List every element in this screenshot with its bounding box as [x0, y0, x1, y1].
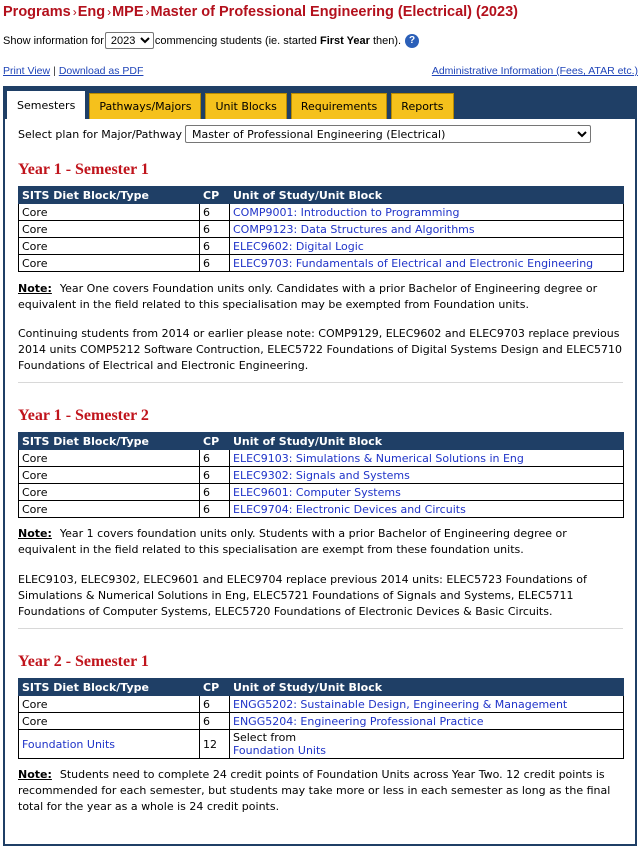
cell-block: Core	[19, 450, 200, 467]
cell-block: Core	[19, 501, 200, 518]
cell-cp: 6	[200, 501, 230, 518]
unit-link[interactable]: ELEC9302: Signals and Systems	[233, 468, 410, 482]
plan-select-label: Select plan for Major/Pathway	[18, 127, 182, 141]
unit-link[interactable]: ENGG5202: Sustainable Design, Engineering & Management	[233, 697, 568, 711]
administrative-info-link[interactable]: Administrative Information (Fees, ATAR etc.)	[431, 65, 638, 77]
table-row	[19, 450, 624, 467]
breadcrumb-separator: ›	[72, 5, 77, 19]
table-row	[19, 713, 624, 730]
cell-cp: 6	[200, 221, 230, 238]
note-text: Year One covers Foundation units only. Candidates with a prior Bachelor of Engineering degree or equivalent in the field related to this specialisation may be exempted from Foundation units.	[18, 282, 598, 311]
show-info-suffix	[155, 35, 401, 47]
tab-reports[interactable]: Reports	[391, 93, 453, 119]
cell-cp: 6	[200, 713, 230, 730]
table-row	[19, 730, 624, 759]
cell-cp: 6	[200, 696, 230, 713]
semester-extra-note: ELEC9103, ELEC9302, ELEC9601 and ELEC9704 replace previous 2014 units: ELEC5723 Foundations of Simulations & Numerical Solutions in Eng, ELEC5721 Foundations of Signals and Systems, ELEC5711 Foundations of Computer Systems, ELEC5720 Foundations of Electronic Devices & Basic Circuits.	[18, 573, 587, 618]
table-row	[19, 467, 624, 484]
tab-requirements[interactable]: Requirements	[291, 93, 387, 119]
breadcrumb-eng[interactable]: Eng	[77, 4, 106, 20]
unit-link[interactable]: ELEC9602: Digital Logic	[233, 239, 364, 253]
header-cp: CP	[200, 433, 230, 450]
cell-unit	[230, 484, 624, 501]
note-label: Note:	[18, 282, 52, 295]
top-links	[3, 65, 638, 77]
unit-link[interactable]: ELEC9601: Computer Systems	[233, 485, 401, 499]
table-row	[19, 501, 624, 518]
cell-cp: 6	[200, 204, 230, 221]
header-unit: Unit of Study/Unit Block	[230, 187, 624, 204]
table-header-row	[19, 187, 624, 204]
cell-unit	[230, 467, 624, 484]
table-header-row	[19, 433, 624, 450]
header-cp: CP	[200, 187, 230, 204]
unit-link[interactable]: ELEC9704: Electronic Devices and Circuits	[233, 502, 466, 516]
cell-cp: 6	[200, 450, 230, 467]
units-table	[18, 186, 624, 272]
unit-link[interactable]: ELEC9703: Fundamentals of Electrical and Electronic Engineering	[233, 256, 594, 270]
cell-block: Core	[19, 204, 200, 221]
plan-select-row	[18, 125, 635, 143]
cell-unit	[230, 450, 624, 467]
cell-unit	[230, 255, 624, 272]
header-cp: CP	[200, 679, 230, 696]
help-icon[interactable]: ?	[405, 34, 419, 48]
table-header-row	[19, 679, 624, 696]
table-row	[19, 204, 624, 221]
units-table	[18, 678, 624, 759]
semester-section	[18, 407, 623, 629]
note-label: Note:	[18, 527, 52, 540]
cell-unit	[230, 221, 624, 238]
note-label: Note:	[18, 768, 52, 781]
cell-unit	[230, 713, 624, 730]
note-text: Students need to complete 24 credit points of Foundation Units across Year Two. 12 credit points is recommended for each semester, but students may take more or less in each semester as long as the final total for the year as a whole is 24 credit points.	[18, 768, 611, 813]
breadcrumb-separator: ›	[107, 5, 112, 19]
table-row	[19, 484, 624, 501]
cell-unit	[230, 501, 624, 518]
foundation-units-block-link[interactable]: Foundation Units	[22, 737, 116, 751]
cell-cp: 12	[200, 730, 230, 759]
units-table	[18, 432, 624, 518]
cell-block: Core	[19, 255, 200, 272]
cell-block: Core	[19, 467, 200, 484]
table-row	[19, 696, 624, 713]
link-separator: |	[53, 65, 56, 77]
breadcrumb	[3, 4, 518, 20]
tab-semesters[interactable]: Semesters	[7, 91, 85, 119]
unit-link[interactable]: COMP9123: Data Structures and Algorithms	[233, 222, 475, 236]
header-block: SITS Diet Block/Type	[19, 187, 200, 204]
semester-title: Year 1 - Semester 2	[18, 407, 149, 424]
breadcrumb-programs[interactable]: Programs	[3, 4, 71, 20]
tab-bar	[5, 86, 635, 119]
cell-block: Core	[19, 238, 200, 255]
tab-pathways-majors[interactable]: Pathways/Majors	[89, 93, 201, 119]
header-block: SITS Diet Block/Type	[19, 679, 200, 696]
semesters-content	[5, 161, 635, 815]
tab-unit-blocks[interactable]: Unit Blocks	[205, 93, 286, 119]
cell-cp: 6	[200, 255, 230, 272]
table-row	[19, 238, 624, 255]
cell-unit	[230, 696, 624, 713]
show-info-suffix-b: then).	[369, 34, 402, 47]
semester-note	[18, 767, 623, 815]
cell-cp: 6	[200, 484, 230, 501]
section-divider	[18, 382, 623, 383]
cell-cp: 6	[200, 467, 230, 484]
show-info-row	[3, 32, 419, 49]
semester-section	[18, 653, 623, 815]
semester-title: Year 1 - Semester 1	[18, 161, 149, 178]
semester-section	[18, 161, 623, 383]
show-info-first-year: First Year	[319, 34, 370, 47]
select-from-label: Select from	[233, 731, 297, 744]
semester-note	[18, 526, 623, 558]
unit-link[interactable]: COMP9001: Introduction to Programming	[233, 205, 460, 219]
page-title: Master of Professional Engineering (Electrical) (2023)	[150, 4, 518, 20]
semester-extra-note: Continuing students from 2014 or earlier please note: COMP9129, ELEC9602 and ELEC9703 replace previous 2014 units COMP5212 Software Contruction, ELEC5722 Foundations of Digital Systems Design and ELEC5710 Foundations of Electrical and Electronic Engineering.	[18, 327, 622, 372]
cell-block: Core	[19, 484, 200, 501]
cell-cp: 6	[200, 238, 230, 255]
show-info-suffix-a: commencing students (ie. started	[154, 34, 320, 47]
table-row	[19, 255, 624, 272]
breadcrumb-separator: ›	[145, 5, 150, 19]
cell-unit	[230, 730, 624, 759]
note-text: Year 1 covers foundation units only. Students with a prior Bachelor of Engineering degree or equivalent in the field related to this specialisation are exempt from these foundation units.	[18, 527, 567, 556]
cell-block: Core	[19, 696, 200, 713]
main-panel	[3, 86, 637, 846]
cell-block: Core	[19, 713, 200, 730]
breadcrumb-mpe[interactable]: MPE	[112, 4, 144, 20]
cell-block: Core	[19, 221, 200, 238]
plan-select[interactable]	[185, 125, 591, 143]
table-row	[19, 221, 624, 238]
header-unit: Unit of Study/Unit Block	[230, 433, 624, 450]
unit-link[interactable]: ENGG5204: Engineering Professional Practice	[233, 714, 484, 728]
cell-block	[19, 730, 200, 759]
show-info-prefix: Show information for	[3, 34, 104, 47]
unit-block-link[interactable]: Foundation Units	[233, 744, 327, 757]
cell-unit	[230, 238, 624, 255]
section-divider	[18, 628, 623, 629]
semester-title: Year 2 - Semester 1	[18, 653, 149, 670]
download-pdf-link[interactable]: Download as PDF	[58, 65, 144, 77]
cell-unit	[230, 204, 624, 221]
print-view-link[interactable]: Print View	[3, 65, 51, 77]
semester-note	[18, 281, 623, 313]
header-block: SITS Diet Block/Type	[19, 433, 200, 450]
unit-link[interactable]: ELEC9103: Simulations & Numerical Solutions in Eng	[233, 451, 524, 465]
header-unit: Unit of Study/Unit Block	[230, 679, 624, 696]
commencing-year-select[interactable]	[105, 32, 154, 49]
